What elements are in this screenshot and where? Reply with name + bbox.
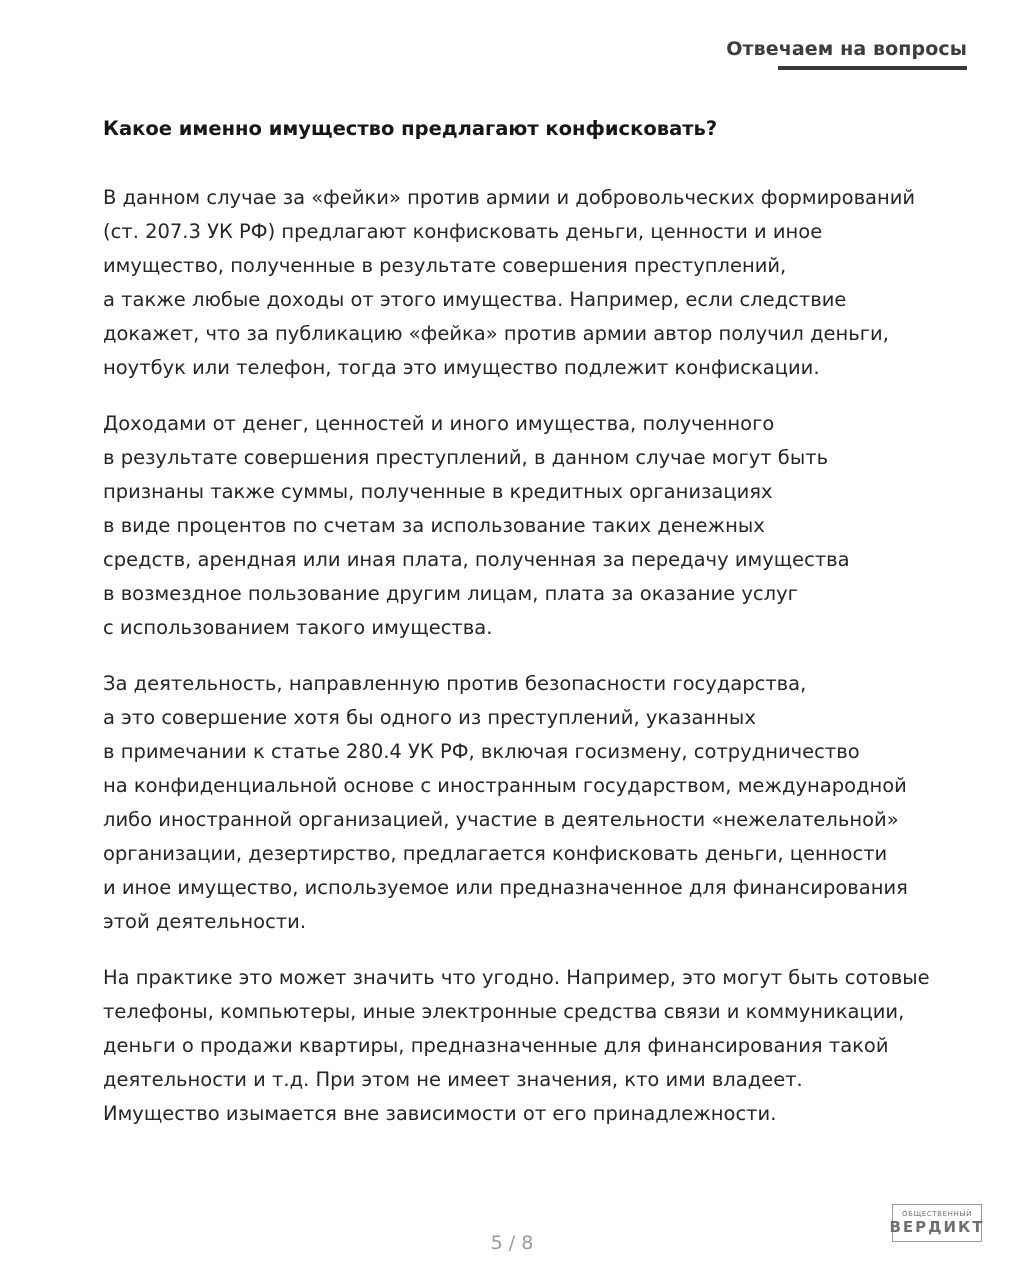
question-heading: Какое именно имущество предлагают конфисковать? xyxy=(103,117,718,140)
paragraph-1 xyxy=(103,181,963,385)
verdict-logo xyxy=(889,1204,985,1242)
text-line: либо иностранной организацией, участие в деятельности «нежелательной» xyxy=(103,808,899,831)
text-line: На практике это может значить что угодно. Например, это могут быть сотовые xyxy=(103,966,930,989)
text-line: в возмездное пользование другим лицам, плата за оказание услуг xyxy=(103,582,798,605)
paragraph-4 xyxy=(103,961,963,1131)
text-line: В данном случае за «фейки» против армии и добровольческих формирований xyxy=(103,186,916,209)
text-line: За деятельность, направленную против безопасности государства, xyxy=(103,672,807,695)
paragraph-2 xyxy=(103,407,963,645)
page-number: 5 / 8 xyxy=(490,1232,534,1254)
paragraph-3 xyxy=(103,667,963,939)
text-line: организации, дезертирство, предлагается конфисковать деньги, ценности xyxy=(103,842,888,865)
text-line: Имущество изымается вне зависимости от его принадлежности. xyxy=(103,1102,777,1125)
text-line: ноутбук или телефон, тогда это имущество подлежит конфискации. xyxy=(103,356,820,379)
text-line: деятельности и т.д. При этом не имеет значения, кто ими владеет. xyxy=(103,1068,803,1091)
text-line: с использованием такого имущества. xyxy=(103,616,493,639)
text-line: имущество, полученные в результате совершения преступлений, xyxy=(103,254,787,277)
logo-top-text: ОБЩЕСТВЕННЫЙ xyxy=(902,1210,972,1218)
answer-body xyxy=(103,181,963,1153)
section-title: Отвечаем на вопросы xyxy=(726,38,967,60)
text-line: а также любые доходы от этого имущества. Например, если следствие xyxy=(103,288,847,311)
section-title-underline xyxy=(778,66,967,70)
logo-bottom-text: ВЕРДИКТ xyxy=(889,1218,985,1236)
text-line: а это совершение хотя бы одного из преступлений, указанных xyxy=(103,706,756,729)
text-line: на конфиденциальной основе с иностранным государством, международной xyxy=(103,774,907,797)
text-line: докажет, что за публикацию «фейка» против армии автор получил деньги, xyxy=(103,322,889,345)
text-line: Доходами от денег, ценностей и иного имущества, полученного xyxy=(103,412,775,435)
text-line: (ст. 207.3 УК РФ) предлагают конфисковать деньги, ценности и иное xyxy=(103,220,823,243)
text-line: средств, арендная или иная плата, полученная за передачу имущества xyxy=(103,548,850,571)
text-line: этой деятельности. xyxy=(103,910,307,933)
text-line: в примечании к статье 280.4 УК РФ, включая госизмену, сотрудничество xyxy=(103,740,860,763)
text-line: деньги о продажи квартиры, предназначенные для финансирования такой xyxy=(103,1034,889,1057)
text-line: в результате совершения преступлений, в данном случае могут быть xyxy=(103,446,829,469)
text-line: и иное имущество, используемое или предназначенное для финансирования xyxy=(103,876,908,899)
text-line: телефоны, компьютеры, иные электронные средства связи и коммуникации, xyxy=(103,1000,905,1023)
text-line: признаны также суммы, полученные в кредитных организациях xyxy=(103,480,773,503)
text-line: в виде процентов по счетам за использование таких денежных xyxy=(103,514,765,537)
